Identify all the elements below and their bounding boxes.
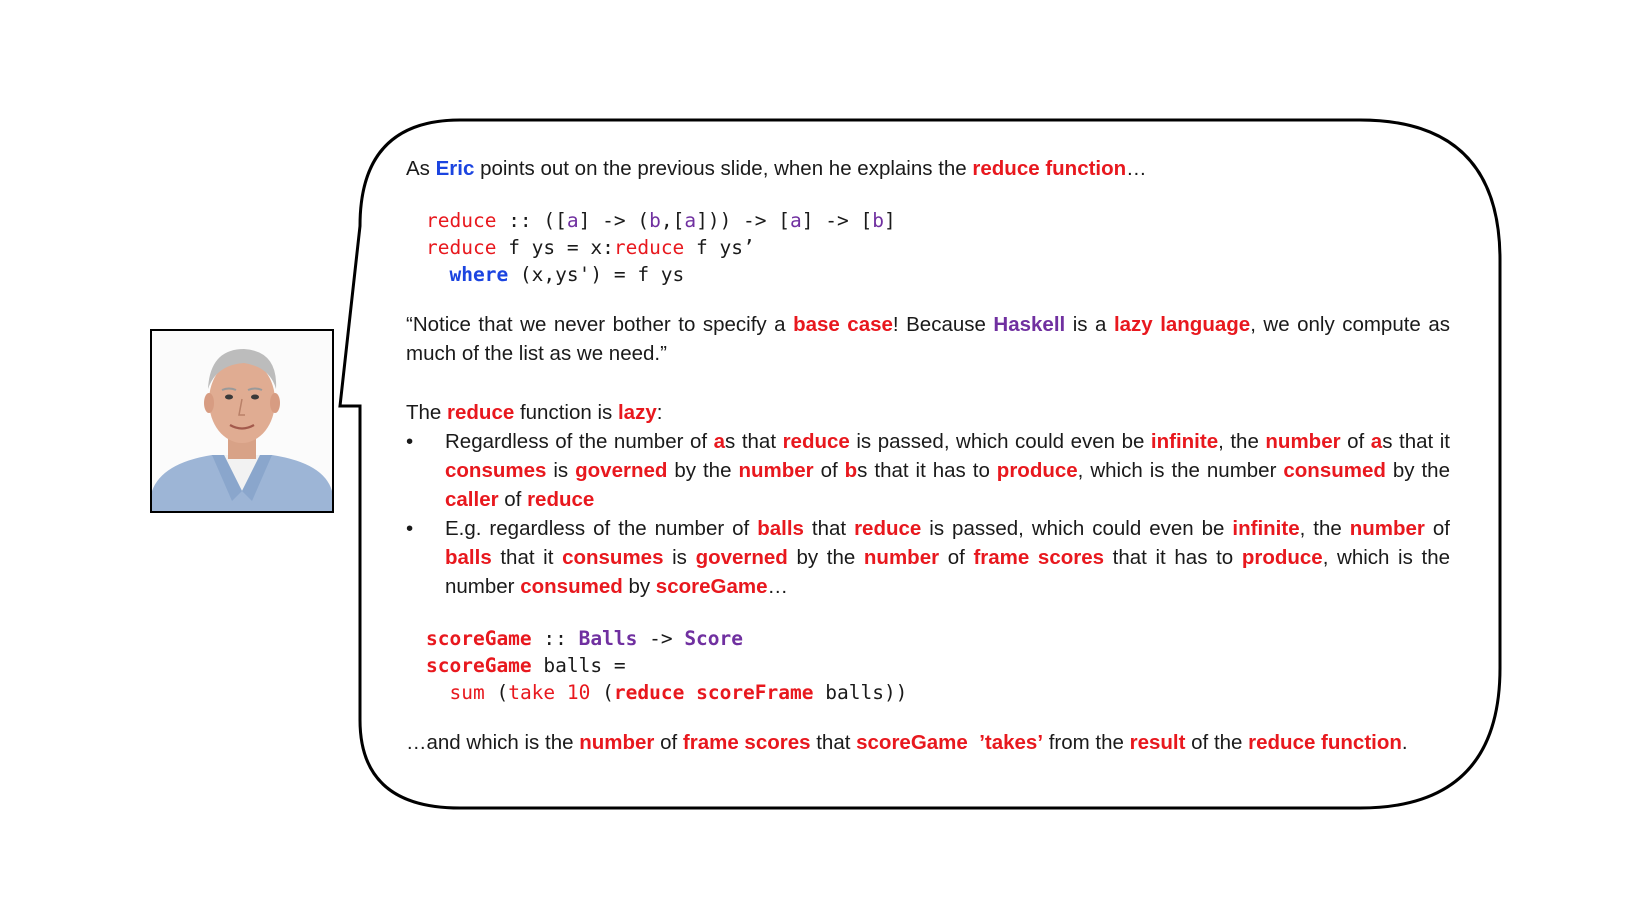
text: : — [656, 401, 663, 424]
text: is passed, which could even be — [849, 430, 1151, 453]
text: of — [654, 731, 683, 754]
text: by the — [787, 546, 864, 569]
list-item — [406, 514, 1450, 601]
code-token: 10 — [566, 681, 591, 704]
text: . — [1401, 731, 1408, 754]
text: The — [406, 401, 448, 424]
code-token: ] -> ( — [578, 209, 650, 232]
highlight: scoreGame — [655, 575, 768, 598]
text: “Notice that we never bother to specify a — [406, 313, 794, 336]
reduce-code-block — [406, 207, 1450, 288]
text: As — [406, 157, 436, 180]
text: of — [1424, 517, 1450, 540]
code-token: b — [649, 209, 661, 232]
code-token: reduce — [426, 209, 497, 232]
code-line — [426, 234, 1450, 261]
text: Regardless of the number of — [445, 430, 714, 453]
code-token: reduce — [613, 681, 685, 704]
highlight: number — [1265, 430, 1341, 453]
text: is a — [1065, 313, 1114, 336]
highlight: infinite — [1232, 517, 1300, 540]
highlight: a — [1370, 430, 1383, 453]
code-token: reduce — [613, 236, 685, 259]
code-token: ( — [484, 681, 509, 704]
text: is — [546, 459, 576, 482]
text: of — [813, 459, 845, 482]
highlight: produce — [1241, 546, 1323, 569]
code-token: take — [508, 681, 556, 704]
code-token: :: ([ — [496, 209, 567, 232]
code-token: ( — [590, 681, 614, 704]
code-token: (x,ys') = f ys — [508, 263, 685, 286]
intro-line — [406, 154, 1450, 183]
list-item — [406, 427, 1450, 514]
code-token: balls)) — [813, 681, 908, 704]
text: of — [498, 488, 528, 511]
text: s that — [725, 430, 783, 453]
code-token: ,[ — [660, 209, 685, 232]
text: of the — [1185, 731, 1249, 754]
code-token: b — [872, 209, 884, 232]
text: , which is the number — [1077, 459, 1284, 482]
text: … — [767, 575, 788, 598]
highlight: number — [1349, 517, 1425, 540]
highlight: consumes — [562, 546, 664, 569]
highlight: frame scores — [682, 731, 811, 754]
text: is passed, which could even be — [921, 517, 1233, 540]
code-token: scoreFrame — [696, 681, 814, 704]
bullet-dot: • — [406, 430, 414, 453]
text: , which is the number — [445, 546, 1450, 598]
speaker-photo — [150, 329, 334, 513]
highlight: reduce — [447, 401, 515, 424]
text: , the — [1299, 517, 1350, 540]
code-token: f ys’ — [684, 236, 755, 259]
highlight: base case — [793, 313, 893, 336]
code-token: a — [684, 209, 697, 232]
code-token — [555, 681, 567, 704]
text: E.g. regardless of the number of — [445, 517, 758, 540]
highlight: reduce — [854, 517, 922, 540]
text: by the — [667, 459, 739, 482]
bullet-list — [406, 427, 1450, 601]
code-token: -> — [637, 627, 685, 650]
highlight: governed — [575, 459, 668, 482]
bullet-dot: • — [406, 517, 414, 540]
text: function is — [514, 401, 618, 424]
highlight: consumes — [445, 459, 547, 482]
highlight: result — [1129, 731, 1186, 754]
highlight: reduce function — [1248, 731, 1402, 754]
code-token: ] — [883, 209, 896, 232]
code-token: scoreGame — [426, 627, 532, 650]
text: by — [622, 575, 656, 598]
highlight: number — [738, 459, 814, 482]
highlight: reduce — [782, 430, 850, 453]
scoregame-code-block — [406, 625, 1450, 706]
code-token: where — [449, 263, 509, 286]
haskell-name: Haskell — [993, 313, 1066, 336]
text: ! Because — [892, 313, 994, 336]
slide-text — [406, 154, 1450, 757]
highlight: infinite — [1150, 430, 1219, 453]
highlight: consumed — [520, 575, 623, 598]
text: of — [939, 546, 974, 569]
code-indent — [426, 263, 449, 286]
highlight: scoreGame ’takes’ — [856, 731, 1044, 754]
text: is — [663, 546, 696, 569]
text: s that it — [1382, 430, 1450, 453]
code-token: Score — [684, 627, 744, 650]
code-token: a — [790, 209, 802, 232]
code-line — [426, 625, 1450, 652]
highlight: reduce — [527, 488, 595, 511]
highlight: b — [844, 459, 858, 482]
highlight: consumed — [1283, 459, 1386, 482]
code-token: Balls — [578, 627, 638, 650]
code-token — [684, 681, 696, 704]
text: that — [803, 517, 855, 540]
code-token: scoreGame — [426, 654, 532, 677]
highlight: frame scores — [973, 546, 1105, 569]
text: that it — [491, 546, 563, 569]
text: that — [810, 731, 857, 754]
highlight: number — [579, 731, 655, 754]
code-token: reduce — [426, 236, 497, 259]
code-line — [426, 652, 1450, 679]
text: of — [1340, 430, 1371, 453]
code-line — [426, 207, 1450, 234]
text: … — [1126, 157, 1147, 180]
eric-name: Eric — [435, 157, 475, 180]
code-token: :: — [531, 627, 579, 650]
code-token: ])) -> [ — [696, 209, 791, 232]
highlight: lazy language — [1113, 313, 1251, 336]
code-token: balls = — [531, 654, 626, 677]
code-line — [426, 261, 1450, 288]
highlight: balls — [757, 517, 804, 540]
code-token: ] -> [ — [801, 209, 873, 232]
text: , we only compute as much of the list as we need.” — [406, 313, 1450, 365]
highlight: number — [863, 546, 940, 569]
highlight: reduce function — [972, 157, 1127, 180]
quote-paragraph — [406, 310, 1450, 368]
text: , the — [1218, 430, 1266, 453]
highlight: governed — [695, 546, 788, 569]
highlight: produce — [996, 459, 1078, 482]
text: s that it has to — [857, 459, 997, 482]
highlight: caller — [445, 488, 499, 511]
highlight: a — [713, 430, 726, 453]
text: from the — [1043, 731, 1130, 754]
text: …and which is the — [406, 731, 580, 754]
text: points out on the previous slide, when he explains the — [474, 157, 973, 180]
code-token: a — [566, 209, 579, 232]
text: that it has to — [1104, 546, 1242, 569]
text: by the — [1385, 459, 1450, 482]
code-line — [426, 679, 1450, 706]
outro-line — [406, 728, 1450, 757]
code-token: f ys = x: — [496, 236, 614, 259]
highlight: lazy — [617, 401, 657, 424]
highlight: balls — [445, 546, 492, 569]
lazy-heading — [406, 398, 1450, 427]
code-indent — [426, 681, 449, 704]
code-token: sum — [449, 681, 485, 704]
